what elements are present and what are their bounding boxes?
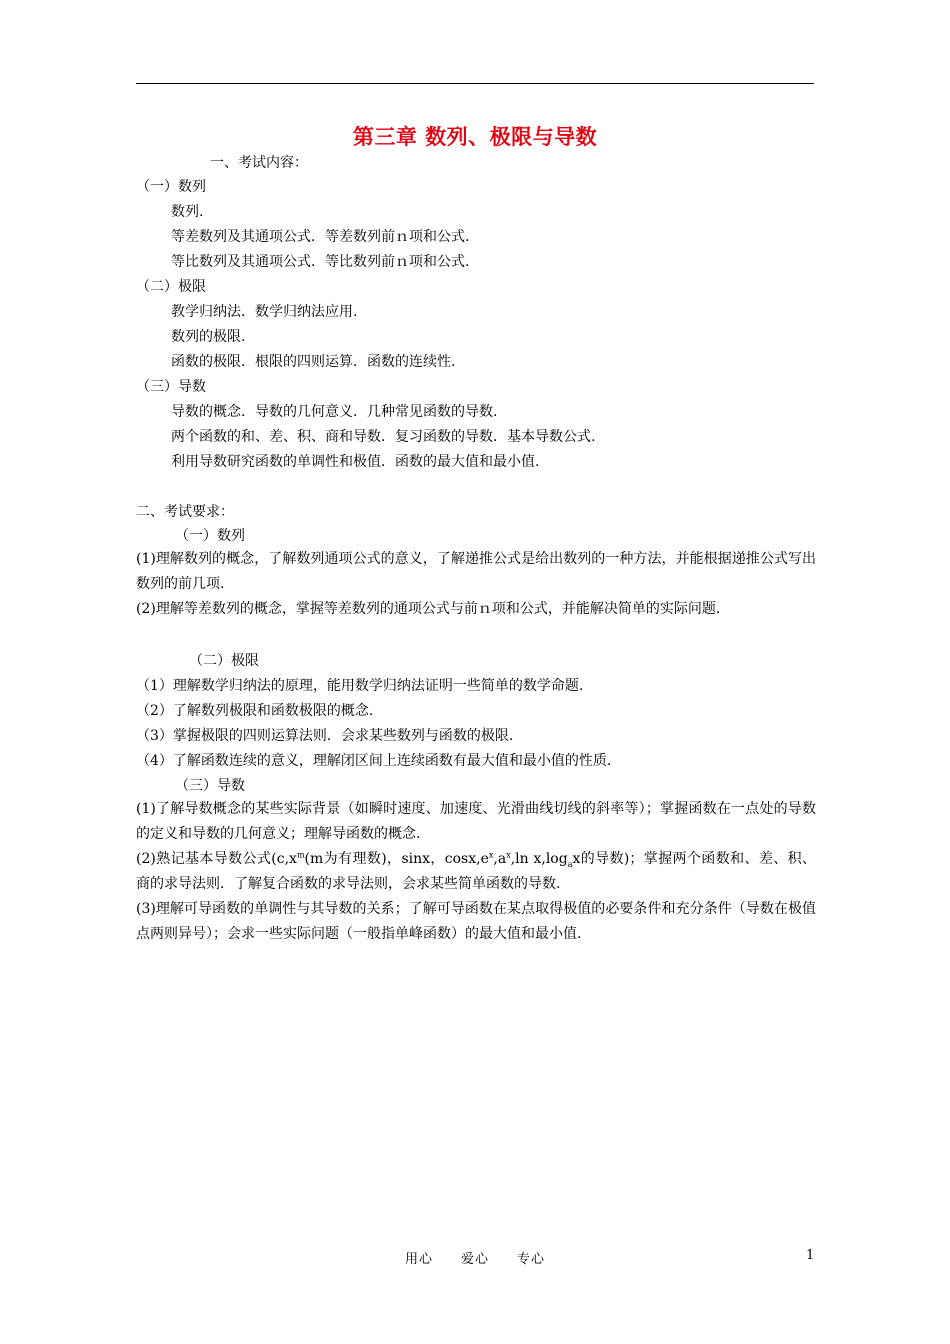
s1-item: 导数的概念．导数的几何意义．几种常见函数的导数. (171, 404, 498, 420)
s1-item: 教学归纳法．数学归纳法应用. (171, 304, 358, 320)
s2-paragraph: (1)理解数列的概念，了解数列通项公式的意义，了解递推公式是给出数列的一种方法，并能根据递推公式写出数列的前几项. (136, 551, 816, 592)
s1-item: 两个函数的和、差、积、商和导数．复习函数的导数．基本导数公式. (171, 429, 596, 445)
s2-item: （2）了解数列极限和函数极限的概念. (136, 703, 374, 719)
s2-item: （4）了解函数连续的意义，理解闭区间上连续函数有最大值和最小值的性质. (136, 753, 612, 769)
formula-sup: x (488, 850, 494, 860)
s2-paragraph: (3)理解可导函数的单调性与其导数的关系；了解可导函数在某点取得极值的必要条件和充分条件（导数在极值点两则异号）；会求一些实际问题（一般指单峰函数）的最大值和最小值. (136, 901, 816, 942)
section2-heading: 二、考试要求： (136, 504, 234, 520)
header-rule (136, 83, 814, 84)
formula-text: (2)熟记基本导数公式(c,x (136, 851, 297, 867)
formula-text: ,a (493, 851, 507, 867)
page-footer: 用心 爱心 专心 (404, 1252, 545, 1267)
formula-sup: x (506, 850, 511, 860)
s1-item: 利用导数研究函数的单调性和极值．函数的最大值和最小值. (171, 454, 540, 470)
s1-item: 等差数列及其通项公式．等差数列前ｎ项和公式. (171, 229, 470, 245)
s2-group-label: （一）数列 (175, 528, 245, 544)
formula-sub: a (567, 859, 573, 869)
formula-text: (m为有理数)，sinx，cosx,e (304, 851, 489, 867)
s2-paragraph-formula (136, 847, 816, 897)
formula-sup: m (296, 850, 305, 860)
s1-item: 函数的极限．根限的四则运算．函数的连续性. (171, 354, 456, 370)
s2-paragraph: (2)理解等差数列的概念，掌握等差数列的通项公式与前ｎ项和公式，并能解决简单的实际问题. (136, 601, 721, 617)
s1-group-label: （三）导数 (136, 379, 206, 395)
section1-heading: 一、考试内容： (210, 155, 308, 171)
s2-item: （3）掌握极限的四则运算法则．会求某些数列与函数的极限. (136, 728, 514, 744)
s2-paragraph: (1)了解导数概念的某些实际背景（如瞬时速度、加速度、光滑曲线切线的斜率等）；掌握函数在一点处的导数的定义和导数的几何意义；理解导函数的概念. (136, 801, 816, 842)
formula-text: x的导数)；掌握两个函数和、差、积、商的求导法则．了解复合函数的求导法则，会求某些简单函数的导数. (136, 851, 817, 892)
page-number: 1 (806, 1248, 815, 1263)
s2-group-label: （二）极限 (189, 653, 259, 669)
formula-text: ,ln x,log (510, 851, 568, 867)
s1-group-label: （一）数列 (136, 179, 206, 195)
s1-item: 数列的极限. (171, 329, 246, 345)
s2-group-label: （三）导数 (175, 778, 245, 794)
s1-item: 等比数列及其通项公式．等比数列前ｎ项和公式. (171, 254, 470, 270)
s2-item: （1）理解数学归纳法的原理，能用数学归纳法证明一些简单的数学命题. (136, 678, 584, 694)
s1-group-label: （二）极限 (136, 279, 206, 295)
chapter-title: 第三章 数列、极限与导数 (352, 125, 598, 149)
s1-item: 数列. (171, 204, 204, 220)
